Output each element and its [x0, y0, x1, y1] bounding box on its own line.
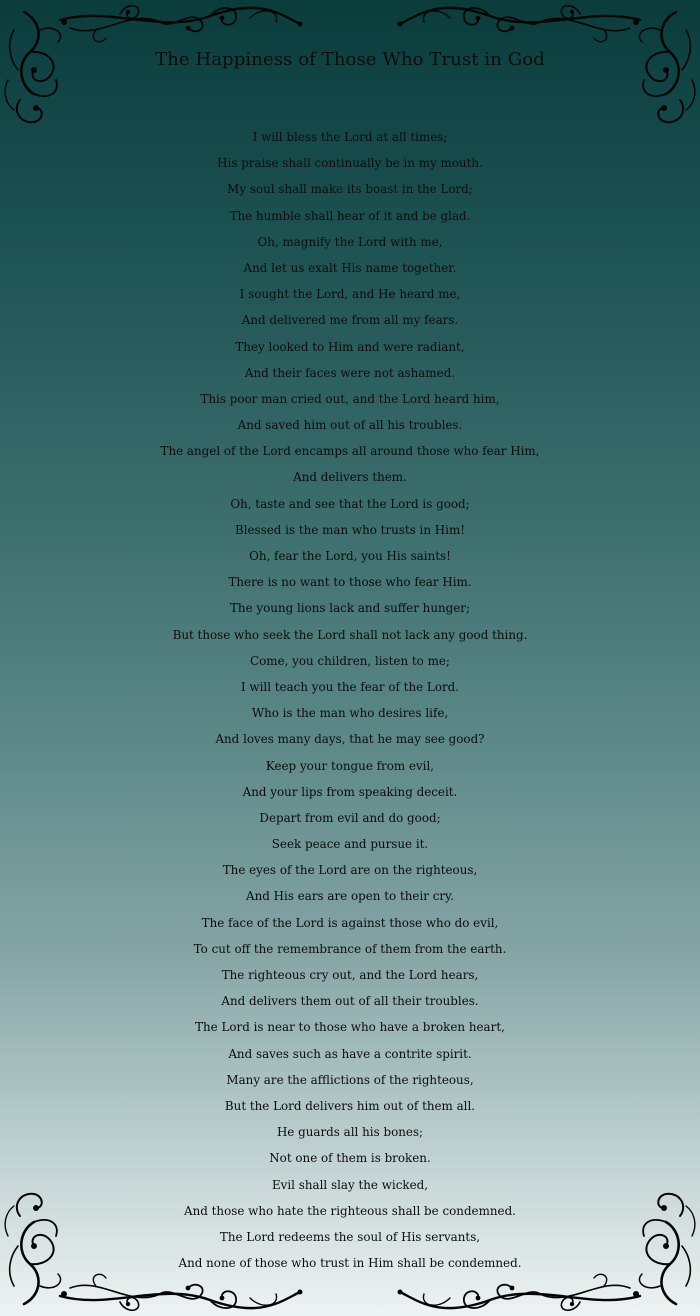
poem-line: I sought the Lord, and He heard me, — [239, 287, 461, 302]
poem-line: The young lions lack and suffer hunger; — [230, 601, 470, 616]
poem-line: And saved him out of all his troubles. — [237, 418, 463, 433]
page-title: The Happiness of Those Who Trust in God — [155, 49, 545, 70]
poem-line: There is no want to those who fear Him. — [228, 575, 472, 590]
poem-line: And their faces were not ashamed. — [244, 365, 456, 380]
poem-line: The humble shall hear of it and be glad. — [229, 208, 471, 223]
poem-line: The angel of the Lord encamps all around those who fear Him, — [160, 444, 540, 459]
poem-line: And loves many days, that he may see good? — [215, 732, 485, 747]
poem-line: I will bless the Lord at all times; — [252, 130, 448, 144]
poem-line: Keep your tongue from evil, — [265, 758, 435, 773]
poem-line: To cut off the remembrance of them from the earth. — [193, 941, 507, 956]
poem-line: Oh, taste and see that the Lord is good; — [230, 496, 470, 511]
poem-line: I will teach you the fear of the Lord. — [240, 679, 460, 694]
poem-line: But those who seek the Lord shall not lack any good thing. — [172, 627, 528, 642]
poem-line: Come, you children, listen to me; — [250, 653, 450, 668]
poem-line: The face of the Lord is against those who do evil, — [201, 915, 499, 930]
poem-body — [0, 124, 700, 1276]
poem-line: Who is the man who desires life, — [251, 706, 449, 721]
poem-line: Seek peace and pursue it. — [271, 837, 429, 852]
poem-line: The eyes of the Lord are on the righteous, — [222, 863, 478, 878]
poem-line: Blessed is the man who trusts in Him! — [234, 522, 466, 537]
poem-line: And His ears are open to their cry. — [246, 889, 454, 904]
poem-line: Oh, fear the Lord, you His saints! — [249, 549, 451, 563]
poem-line: This poor man cried out, and the Lord heard him, — [200, 391, 500, 406]
poem-line: And delivered me from all my fears. — [241, 313, 459, 328]
poem-line: And none of those who trust in Him shall be condemned. — [178, 1256, 522, 1271]
poem-line: And those who hate the righteous shall be condemned. — [184, 1203, 516, 1218]
poem-line: His praise shall continually be in my mouth. — [217, 156, 483, 171]
poem-line: And delivers them out of all their troubles. — [221, 994, 479, 1009]
poem-line: And your lips from speaking deceit. — [242, 784, 458, 799]
poem-line: Many are the afflictions of the righteous, — [226, 1072, 474, 1087]
poem-line: And let us exalt His name together. — [243, 260, 457, 275]
poem-line: Depart from evil and do good; — [259, 810, 441, 825]
poem-line: The Lord is near to those who have a broken heart, — [195, 1020, 505, 1035]
poem-line: Evil shall slay the wicked, — [271, 1177, 429, 1192]
poem-line: Not one of them is broken. — [269, 1151, 431, 1166]
poem-line: And delivers them. — [293, 470, 407, 485]
poem-line: The righteous cry out, and the Lord hears, — [221, 968, 479, 982]
poem-line: My soul shall make its boast in the Lord; — [227, 182, 473, 197]
poem-line: He guards all his bones; — [276, 1125, 424, 1140]
poem-line: And saves such as have a contrite spirit. — [228, 1046, 472, 1061]
poem-line: The Lord redeems the soul of His servants, — [219, 1229, 481, 1244]
poem-line: But the Lord delivers him out of them all. — [224, 1098, 476, 1113]
poem-line: Oh, magnify the Lord with me, — [257, 234, 443, 249]
poem-line: They looked to Him and were radiant, — [235, 339, 465, 354]
